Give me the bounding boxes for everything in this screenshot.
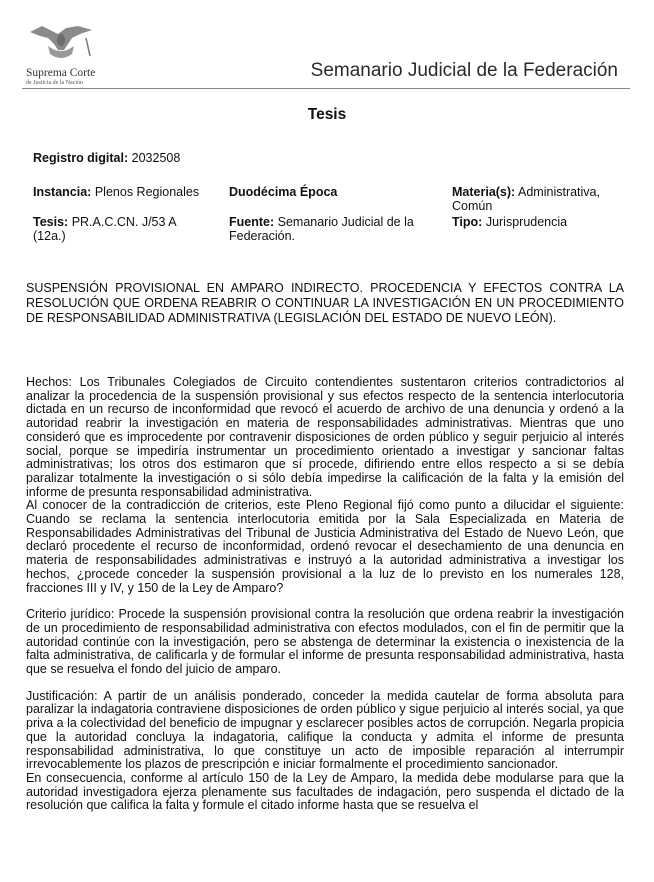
- meta-epoca: [229, 185, 439, 199]
- meta-fuente: [229, 215, 439, 243]
- page-header: [0, 0, 654, 92]
- fuente-value: Semanario Judicial de la Federación.: [229, 215, 414, 243]
- fuente-label: Fuente:: [229, 215, 275, 229]
- meta-tipo: [452, 215, 627, 229]
- registro-label: Registro digital:: [33, 151, 129, 165]
- epoca-value: Duodécima Época: [229, 185, 338, 199]
- document-type-heading: Tesis: [307, 106, 347, 123]
- paragraph-consecuencia: En consecuencia, conforme al artículo 150 de la Ley de Amparo, la medida debe modularse para que la autoridad investigadora ejerza plenamente sus facultades de indagación, pero suspenda el dictado de la resolución que califica la falta y formule el citado informe hasta que se resuelva el: [26, 770, 624, 813]
- paragraph-conocer: Al conocer de la contradicción de criterios, este Pleno Regional fijó como punto a dilucidar el siguiente: Cuando se reclama la sentencia interlocutoria emitida por la Sala Especializada en Materia de Responsabilidades Administrativas del Tribunal de Justicia Administrativa del Estado de Nuevo León, que declaró procedente el recurso de inconformidad, ordenó revocar el desechamiento de una denuncia en materia de responsabilidades administrativas e instruyó a la autoridad administrativa a investigar los hechos, ¿procede conceder la suspensión provisional a la luz de lo previsto en los numerales 128, fracciones III y IV, y 150 de la Ley de Amparo?: [26, 498, 624, 595]
- logo-text-primary: Suprema Corte: [26, 67, 96, 79]
- instancia-value: Plenos Regionales: [94, 185, 200, 199]
- tipo-label: Tipo:: [452, 215, 483, 229]
- registro-value: 2032508: [131, 151, 181, 165]
- site-title: Semanario Judicial de la Federación: [310, 60, 618, 81]
- tesis-title: SUSPENSIÓN PROVISIONAL EN AMPARO INDIRECTO. PROCEDENCIA Y EFECTOS CONTRA LA RESOLUCIÓN QUE ORDENA REABRIR O CONTINUAR LA INVESTIGACIÓN EN UN PROCEDIMIENTO DE RESPONSABILIDAD ADMINISTRATIVA (LEGISLACIÓN DEL ESTADO DE NUEVO LEÓN).: [26, 281, 624, 325]
- materia-value: Administrativa, Común: [452, 185, 600, 213]
- tesis-value: PR.A.C.CN. J/53 A (12a.): [33, 215, 176, 243]
- paragraph-justificacion: Justificación: A partir de un análisis ponderado, conceder la medida cautelar de forma absoluta para paralizar la indagatoria contraviene disposiciones de orden público y sigue perjuicio al interés social, ya que priva a la colectividad del beneficio de impugnar y esclarecer posibles actos de corrupción. Negarla propicia que la autoridad concluya la indagatoria, califique la conducta y admita el informe de presunta responsabilidad administrativa, lo que constituye un acto de imposible reparación al interrumpir irrevocablemente los plazos de prescripción e iniciar formalmente el procedimiento sancionador.: [26, 688, 624, 772]
- paragraph-criterio: Criterio jurídico: Procede la suspensión provisional contra la resolución que ordena reabrir la investigación de un procedimiento de responsabilidad administrativa con efectos modulados, con el fin de permitir que la autoridad continúe con la investigación, pero se abstenga de determinar la existencia o inexistencia de la falta administrativa, de calificarla y de formular el informe de presunta responsabilidad administrativa, hasta que se resuelva el fondo del juicio de amparo.: [26, 607, 624, 677]
- meta-materia: [452, 185, 627, 213]
- logo-text-secondary: de Justicia de la Nación: [26, 80, 83, 86]
- tesis-label: Tesis:: [33, 215, 69, 229]
- meta-tesis: [33, 215, 203, 243]
- header-divider: [22, 88, 630, 89]
- meta-instancia: [33, 185, 223, 199]
- scjn-logo[interactable]: [22, 24, 102, 86]
- tesis-body: [26, 376, 624, 813]
- registro-digital: [33, 151, 180, 165]
- materia-label: Materia(s):: [452, 185, 516, 199]
- tipo-value: Jurisprudencia: [485, 215, 568, 229]
- paragraph-hechos: Hechos: Los Tribunales Colegiados de Circuito contendientes sustentaron criterios contradictorios al analizar la procedencia de la suspensión provisional y sus efectos respecto de la sentencia interlocutoria dictada en un recurso de inconformidad que revocó el acuerdo de archivo de una denuncia y ordenó a la autoridad reabrir la investigación en materia de responsabilidades administrativas. Mientras que uno consideró que es improcedente por contravenir disposiciones de orden público y seguir perjuicio al interés social, porque se impediría instrumentar un procedimiento orientado a investigar y sancionar faltas administrativas; los otros dos estimaron que sí procede, difiriendo entre ellos respecto a si se debía paralizar totalmente la investigación o si sólo debía impedirse la calificación de la falta y la emisión del informe de presunta responsabilidad administrativa.: [26, 375, 624, 499]
- eagle-emblem-icon: [28, 24, 94, 64]
- instancia-label: Instancia:: [33, 185, 92, 199]
